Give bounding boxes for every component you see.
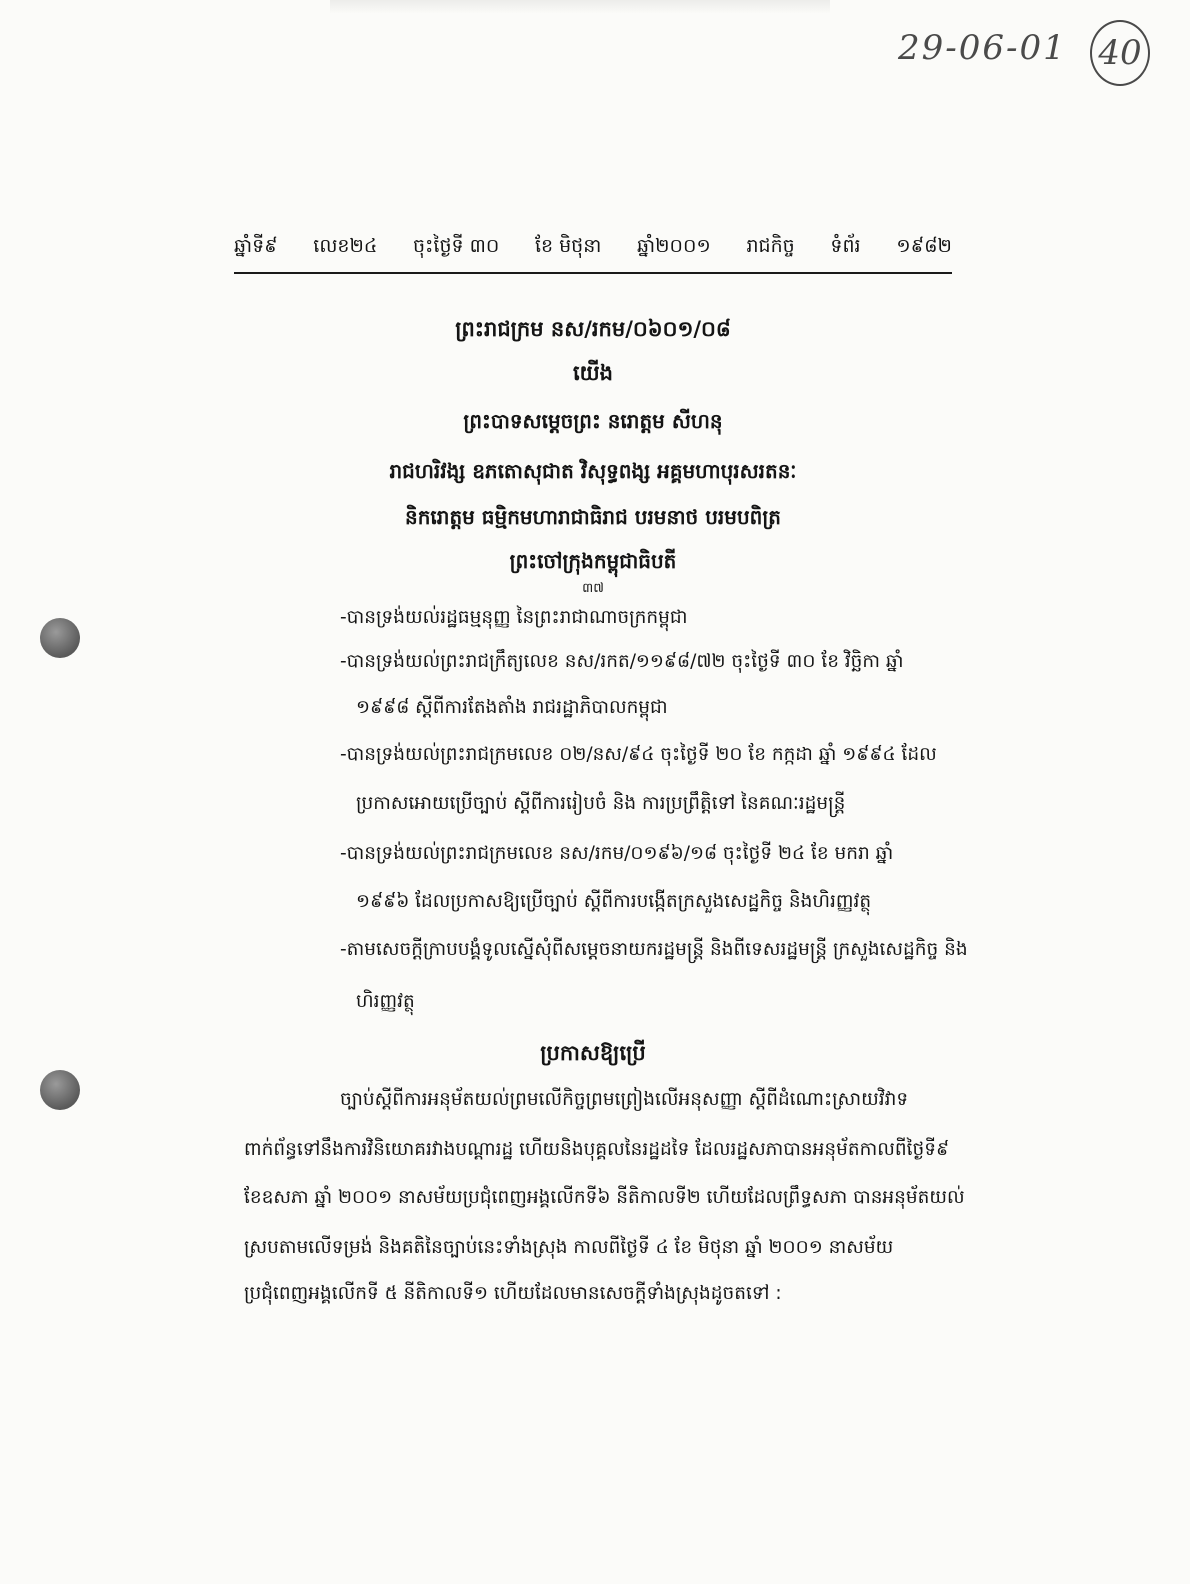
circled-page-number: 40 <box>1090 20 1150 86</box>
body-paragraph-line: ច្បាប់ស្តីពីការអនុម័តយល់ព្រមលើកិច្ចព្រមព្រៀងលើអនុសញ្ញា ស្តីពីដំណោះស្រាយវិវាទ <box>340 1089 909 1110</box>
header-page-number: ១៩៨២ <box>896 235 952 257</box>
body-paragraph-line: ខែឧសភា ឆ្នាំ ២០០១ នាសម័យប្រជុំពេញអង្គលើកទី៦ នីតិកាលទី២ ហើយដែលព្រឹទ្ធសភា បានអនុម័តយល់ <box>244 1187 965 1208</box>
royal-titles-1: រាជហរិវង្ស ឧភតោសុជាត វិសុទ្ធពង្ស អគ្គមហាបុរសរតនៈ <box>389 459 797 483</box>
header-number: លេខ២៤ <box>313 235 378 257</box>
seal-mark: ៣៧ <box>582 581 604 596</box>
consideration-line: ១៩៩៦ ដែលប្រកាសឱ្យប្រើច្បាប់ ស្តីពីការបង្កើតក្រសួងសេដ្ឋកិច្ច និងហិរញ្ញវត្ថុ <box>356 891 872 912</box>
body-paragraph-line: ពាក់ព័ន្ធទៅនឹងការវិនិយោគរវាងបណ្តារដ្ឋ ហើយនិងបុគ្គលនៃរដ្ឋដទៃ ដែលរដ្ឋសភាបានអនុម័តកាលពីថ្ងៃទី៩ <box>244 1139 950 1160</box>
header-year: ឆ្នាំទី៩ <box>234 235 278 257</box>
body-paragraph-line: ប្រជុំពេញអង្គលើកទី ៥ នីតិកាលទី១ ហើយដែលមានសេចក្តីទាំងស្រុងដូចតទៅ : <box>244 1283 782 1304</box>
consideration-line: -បានទ្រង់យល់ព្រះរាជក្រមលេខ នស/រកម/០១៩៦/១៨ ចុះថ្ងៃទី ២៤ ខែ មករា ឆ្នាំ <box>340 843 894 864</box>
consideration-line: -តាមសេចក្តីក្រាបបង្គំទូលស្នើសុំពីសម្តេចនាយករដ្ឋមន្ត្រី និងពីទេសរដ្ឋមន្ត្រី ក្រសួងសេដ្ឋកិច្ច និង <box>340 939 968 960</box>
header-page: ទំព័រ <box>830 235 861 257</box>
header-date: ចុះថ្ងៃទី ៣០ <box>413 235 500 257</box>
header-year-value: ឆ្នាំ២០០១ <box>637 235 711 257</box>
royal-titles-2: និករោត្តម ធម្មិកមហារាជាធិរាជ បរមនាថ បរមបពិត្រ <box>405 505 781 529</box>
header-divider <box>234 272 952 274</box>
consideration-line: -បានទ្រង់យល់ព្រះរាជក្រឹត្យលេខ នស/រកត/១១៩៨/៧២ ចុះថ្ងៃទី ៣០ ខែ វិច្ឆិកា ឆ្នាំ <box>340 651 904 672</box>
body-paragraph-line: ស្របតាមលើទម្រង់ និងគតិនៃច្បាប់នេះទាំងស្រុង កាលពីថ្ងៃទី ៤ ខែ មិថុនា ឆ្នាំ ២០០១ នាសម័យ <box>244 1237 894 1258</box>
scan-smudge <box>330 0 830 14</box>
handwritten-date: 29-06-01 <box>898 28 1067 68</box>
consideration-line: -បានទ្រង់យល់រដ្ឋធម្មនុញ្ញ នៃព្រះរាជាណាចក្រកម្ពុជា <box>340 607 688 628</box>
punch-hole <box>40 1070 80 1110</box>
king-of-cambodia: ព្រះចៅក្រុងកម្ពុជាធិបតី <box>509 549 677 573</box>
decree-number: ព្រះរាជក្រម នស/រកម/០៦០១/០៨ <box>455 317 731 341</box>
consideration-line: ១៩៩៨ ស្តីពីការតែងតាំង រាជរដ្ឋាភិបាលកម្ពុជា <box>356 697 668 718</box>
consideration-line: ប្រកាសអោយប្រើច្បាប់ ស្តីពីការរៀបចំ និង ការប្រព្រឹត្តិទៅ នៃគណៈរដ្ឋមន្ត្រី <box>356 793 846 814</box>
header-month: ខែ មិថុនា <box>534 235 602 257</box>
king-name: ព្រះបាទសម្តេចព្រះ នរោត្តម សីហនុ <box>463 409 723 433</box>
promulgate-heading: ប្រកាសឱ្យប្រើ <box>540 1041 646 1065</box>
gazette-header <box>234 234 952 262</box>
header-gazette: រាជកិច្ច <box>746 235 795 257</box>
consideration-line: -បានទ្រង់យល់ព្រះរាជក្រមលេខ ០២/នស/៩៤ ចុះថ្ងៃទី ២០ ខែ កក្កដា ឆ្នាំ ១៩៩៤ ដែល <box>340 744 937 765</box>
punch-hole <box>40 618 80 658</box>
title-we: យើង <box>573 361 613 385</box>
consideration-line: ហិរញ្ញវត្ថុ <box>356 991 415 1012</box>
